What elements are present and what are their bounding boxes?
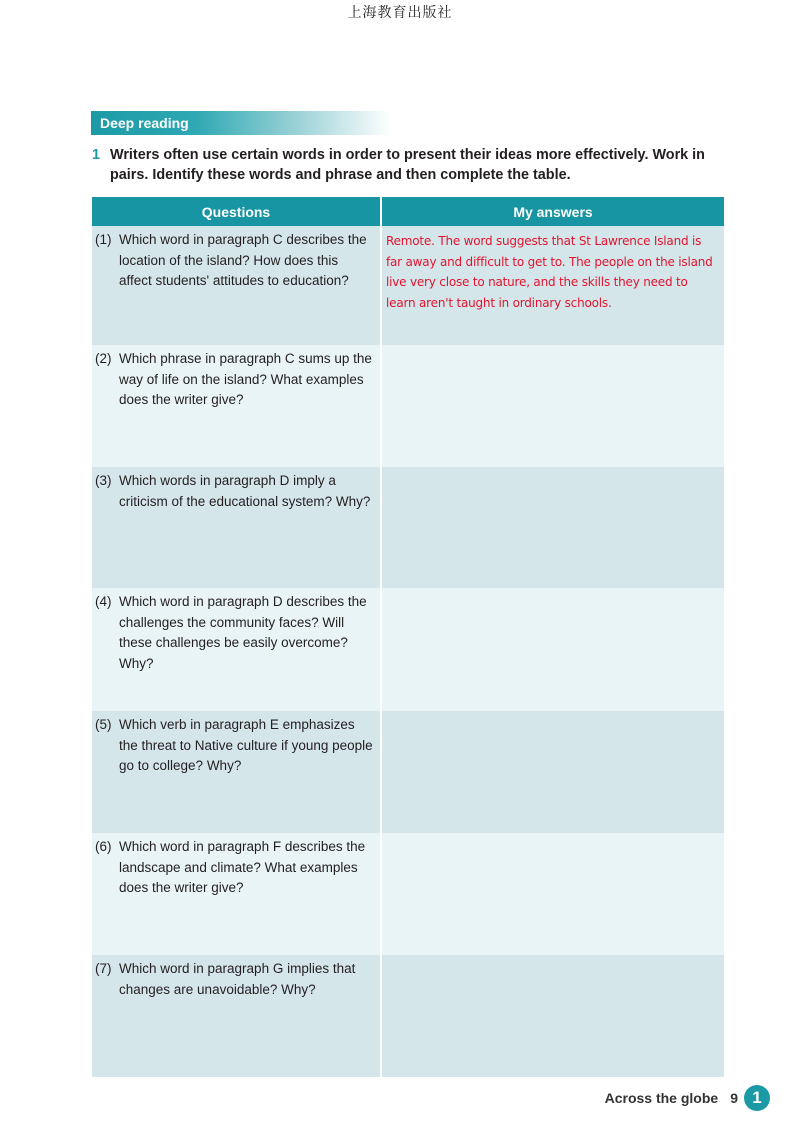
section-band: [91, 111, 391, 135]
question-cell: [92, 833, 381, 955]
question-text: Which phrase in paragraph C sums up the way of life on the island? What examples does the writer give?: [119, 351, 372, 407]
answers-table: [92, 197, 724, 1077]
task-number: 1: [92, 147, 101, 163]
table-header-row: [92, 197, 724, 226]
question-cell: [92, 226, 381, 345]
question-text: Which verb in paragraph E emphasizes the threat to Native culture if young people go to college? Why?: [119, 717, 373, 773]
answer-cell[interactable]: [381, 588, 724, 711]
answer-cell[interactable]: [381, 345, 724, 467]
footer-unit-title: Across the globe: [604, 1090, 719, 1106]
answer-cell[interactable]: [381, 833, 724, 955]
page-footer: [605, 1085, 770, 1111]
task-instruction: [92, 145, 732, 185]
question-number: (5): [95, 717, 112, 732]
question-text: Which words in paragraph D imply a criticism of the educational system? Why?: [119, 473, 371, 509]
question-number: (2): [95, 351, 112, 366]
answer-text: [382, 711, 724, 716]
table-row: [92, 467, 724, 588]
answers-column-header: My answers: [381, 197, 724, 226]
answer-text: Remote. The word suggests that St Lawrence Island is far away and difficult to get to. The people on the island live very close to nature, and the skills they need to learn aren't taught in ordinary schools.: [386, 234, 713, 310]
answer-cell[interactable]: [381, 467, 724, 588]
publisher-header: 上海教育出版社: [347, 5, 453, 21]
answer-cell[interactable]: [381, 226, 724, 345]
question-text: Which word in paragraph D describes the challenges the community faces? Will these challenges be easily overcome? Why?: [119, 594, 367, 671]
answer-cell[interactable]: [381, 711, 724, 833]
question-cell: [92, 955, 381, 1077]
page-number: 9: [730, 1090, 738, 1106]
question-cell: [92, 467, 381, 588]
question-number: (7): [95, 961, 112, 976]
answer-text: [382, 467, 724, 472]
question-number: (3): [95, 473, 112, 488]
answer-text: [382, 588, 724, 593]
question-text: Which word in paragraph G implies that changes are unavoidable? Why?: [119, 961, 356, 997]
table-row: [92, 955, 724, 1077]
questions-column-header: Questions: [92, 197, 381, 226]
question-number: (6): [95, 839, 112, 854]
table-row: [92, 345, 724, 467]
answer-text: [382, 833, 724, 838]
question-number: (4): [95, 594, 112, 609]
task-text: Writers often use certain words in order to present their ideas more effectively. Work in pairs. Identify these words and phrase and then complete the table.: [110, 147, 705, 183]
question-cell: [92, 711, 381, 833]
section-title: Deep reading: [100, 115, 189, 131]
answer-cell[interactable]: [381, 955, 724, 1077]
answer-text: [382, 955, 724, 960]
answer-text: [382, 345, 724, 350]
table-row: [92, 588, 724, 711]
question-cell: [92, 588, 381, 711]
table-row: [92, 711, 724, 833]
table-row: [92, 833, 724, 955]
table-row: [92, 226, 724, 345]
question-text: Which word in paragraph C describes the location of the island? How does this affect students' attitudes to education?: [119, 232, 367, 288]
unit-number-badge: 1: [744, 1085, 770, 1111]
question-cell: [92, 345, 381, 467]
question-text: Which word in paragraph F describes the landscape and climate? What examples does the writer give?: [119, 839, 366, 895]
question-number: (1): [95, 232, 112, 247]
